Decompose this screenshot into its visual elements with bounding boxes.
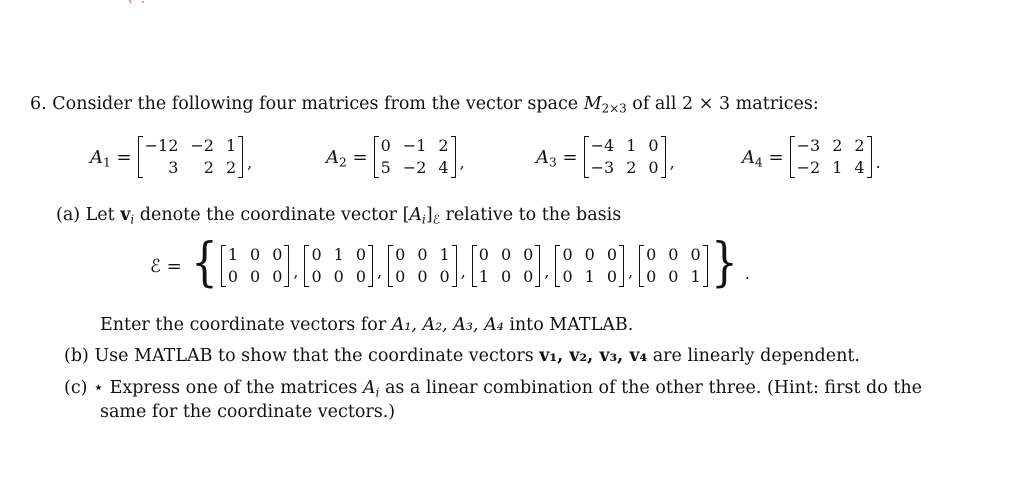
matrix-entry: −2 — [796, 158, 821, 177]
matrix-entry: 0 — [272, 245, 283, 264]
matrix-entry: 1 — [439, 245, 450, 264]
part-c-line-2: same for the coordinate vectors.) — [100, 402, 396, 422]
right-bracket — [619, 245, 624, 287]
enter-instruction — [100, 315, 633, 335]
matrix-entry: −1 — [402, 136, 427, 155]
matrix-entry: 3 — [168, 158, 179, 177]
matrix-entry: −2 — [402, 158, 427, 177]
intro-text: Consider the following four matrices from the vector space — [52, 94, 584, 114]
enter-text-2: into MATLAB. — [503, 315, 634, 335]
matrix-a1 — [90, 136, 258, 178]
basis-comma: , — [628, 262, 634, 281]
basis-lhs: ℰ = — [150, 255, 182, 277]
matrix-entry: 0 — [272, 267, 283, 286]
matrix-lhs: $A_4$ = — [742, 146, 784, 169]
matrix-entry: 2 — [832, 136, 843, 155]
part-b-vectors: v₁, v₂, v₃, v₄ — [539, 346, 648, 366]
matrix-entry: 0 — [250, 267, 261, 286]
matrix-entry: 2 — [203, 158, 214, 177]
basis-comma: , — [377, 262, 383, 281]
part-b-label: (b) — [64, 346, 89, 366]
part-c-label: (c) — [64, 378, 88, 398]
matrix-entry: 1 — [690, 267, 701, 286]
top-edge-mark — [128, 0, 146, 4]
matrix-entries — [393, 245, 452, 287]
matrix-entries — [644, 245, 703, 287]
basis-subscript: ℰ — [432, 212, 440, 227]
matrix-name: A — [536, 146, 549, 168]
matrix-body — [584, 136, 666, 178]
right-bracket — [238, 136, 243, 178]
matrix-body — [374, 136, 456, 178]
matrix-symbol: A — [409, 205, 423, 225]
matrix-entry: 1 — [584, 267, 595, 286]
matrix-index: 1 — [103, 154, 111, 169]
matrix-entry: 0 — [250, 245, 261, 264]
matrix-entry: 0 — [668, 267, 679, 286]
matrix-entry: 0 — [355, 267, 367, 286]
matrix-entry: 0 — [606, 267, 617, 286]
basis-matrix — [388, 245, 457, 287]
matrix-entries — [477, 245, 536, 287]
part-b-text-2: are linearly dependent. — [647, 346, 860, 366]
matrix-entry: 0 — [395, 267, 406, 286]
matrix-a2 — [326, 136, 471, 178]
matrix-entry: 0 — [562, 267, 573, 286]
matrix-name: A — [742, 146, 755, 168]
matrix-trailing-punct: , — [669, 153, 675, 172]
matrix-entry: 0 — [380, 136, 391, 155]
matrix-lhs: $A_3$ = — [536, 146, 578, 169]
right-bracket — [284, 245, 289, 287]
matrix-a4 — [742, 136, 887, 178]
part-c-text-2: as a linear combination of the other three. (Hint: first do the — [379, 378, 922, 398]
matrix-entry: 0 — [500, 245, 512, 264]
vector-symbol: v — [120, 205, 131, 225]
part-c-line-1 — [64, 378, 922, 398]
matrix-entry: 0 — [417, 245, 428, 264]
matrix-entries — [560, 245, 619, 287]
matrix-index: 2 — [339, 154, 347, 169]
matrix-entry: 0 — [311, 245, 322, 264]
right-bracket — [867, 136, 872, 178]
matrix-trailing-punct: , — [247, 153, 253, 172]
matrix-entry: 1 — [227, 245, 238, 264]
star-icon: ⋆ — [93, 378, 105, 398]
matrix-body — [790, 136, 872, 178]
matrix-entry: 0 — [355, 245, 367, 264]
matrix-index: 4 — [755, 154, 763, 169]
matrix-entry: −4 — [590, 136, 615, 155]
matrix-entry: 0 — [478, 245, 489, 264]
basis-matrix — [221, 245, 290, 287]
matrix-entry: 1 — [478, 267, 489, 286]
basis-comma: , — [293, 262, 299, 281]
enter-matrix-list: A₁, A₂, A₃, A₄ — [391, 315, 504, 335]
basis-comma: , — [544, 262, 550, 281]
matrix-entry: 0 — [227, 267, 238, 286]
problem-statement — [30, 94, 819, 114]
matrix-name: A — [326, 146, 339, 168]
matrix-entry: 0 — [333, 267, 344, 286]
part-b-text-1: Use MATLAB to show that the coordinate vectors — [94, 346, 540, 366]
matrix-entry: 4 — [438, 158, 449, 177]
matrix-entries — [795, 136, 867, 178]
right-bracket — [451, 136, 456, 178]
matrix-index: 3 — [549, 154, 557, 169]
matrix-a3 — [536, 136, 681, 178]
matrix-entry: 0 — [395, 245, 406, 264]
right-bracket — [452, 245, 457, 287]
part-c-matrix-symbol: A — [362, 378, 376, 398]
matrix-entry: 0 — [690, 245, 701, 264]
vector-subscript: i — [130, 212, 135, 227]
matrix-trailing-punct: , — [459, 153, 465, 172]
matrix-entry: 2 — [854, 136, 865, 155]
matrix-trailing-punct: . — [875, 153, 881, 172]
matrix-entry: 0 — [584, 245, 595, 264]
basis-comma: , — [460, 262, 466, 281]
matrix-entry: −3 — [590, 158, 615, 177]
basis-matrix — [639, 245, 708, 287]
intro-text-end: of all 2 × 3 matrices: — [626, 94, 819, 114]
matrix-entry: 1 — [626, 136, 637, 155]
matrix-entry: 4 — [854, 158, 865, 177]
matrix-entry: 2 — [225, 158, 237, 177]
part-a-text-1: Let — [85, 205, 121, 225]
part-a-label: (a) — [56, 205, 81, 225]
matrix-subscript: i — [422, 212, 426, 227]
matrix-entry: 0 — [646, 267, 657, 286]
right-brace: } — [710, 233, 738, 293]
matrix-entry: 1 — [832, 158, 843, 177]
matrix-entry: 1 — [333, 245, 344, 264]
matrix-lhs: $A_1$ = — [90, 146, 132, 169]
problem-number: 6. — [30, 94, 47, 114]
matrix-entry: 2 — [438, 136, 449, 155]
part-a-text — [56, 205, 621, 225]
right-bracket — [661, 136, 666, 178]
matrix-entries — [379, 136, 451, 178]
matrix-entry: 0 — [668, 245, 679, 264]
part-a-text-4: relative to the basis — [439, 205, 622, 225]
matrix-entry: 0 — [648, 158, 659, 177]
basis-period: . — [744, 264, 750, 283]
matrix-entry: 0 — [523, 267, 534, 286]
part-a-text-2: denote the coordinate vector [ — [134, 205, 410, 225]
matrix-entry: 0 — [500, 267, 512, 286]
matrix-name: A — [90, 146, 103, 168]
basis-matrix — [304, 245, 373, 287]
part-c-matrix-subscript: i — [375, 385, 380, 400]
matrix-entries — [226, 245, 285, 287]
matrix-entries — [309, 245, 368, 287]
matrix-entry: −12 — [144, 136, 179, 155]
matrix-entry: 0 — [439, 267, 450, 286]
right-bracket — [703, 245, 708, 287]
matrix-entry: 0 — [562, 245, 573, 264]
basis-matrix — [555, 245, 624, 287]
part-c-text-1: Express one of the matrices — [104, 378, 363, 398]
matrix-entry: 5 — [380, 158, 391, 177]
basis-symbol: ℰ — [150, 255, 161, 277]
matrix-entry: 0 — [417, 267, 428, 286]
matrix-lhs: $A_2$ = — [326, 146, 368, 169]
matrix-body — [138, 136, 244, 178]
matrix-entry: 2 — [626, 158, 637, 177]
matrix-entry: 1 — [225, 136, 237, 155]
matrix-entry: −2 — [190, 136, 214, 155]
matrix-entry: 0 — [523, 245, 534, 264]
matrix-entry: 0 — [648, 136, 659, 155]
space-subscript: 2×3 — [601, 101, 627, 116]
matrix-entry: 0 — [646, 245, 657, 264]
matrix-entry: −3 — [796, 136, 821, 155]
basis-matrix-list — [221, 245, 708, 287]
part-b-text — [64, 346, 860, 366]
matrix-entries — [143, 136, 239, 178]
enter-text-1: Enter the coordinate vectors for — [100, 315, 392, 335]
matrix-entry: 0 — [606, 245, 617, 264]
basis-matrix — [472, 245, 541, 287]
matrix-entry: 0 — [311, 267, 322, 286]
part-a-text-3: ] — [425, 205, 433, 225]
right-bracket — [368, 245, 373, 287]
space-symbol: M — [583, 94, 602, 114]
matrix-entries — [589, 136, 661, 178]
right-bracket — [535, 245, 540, 287]
left-brace: { — [191, 233, 218, 293]
basis-equation — [150, 233, 756, 293]
